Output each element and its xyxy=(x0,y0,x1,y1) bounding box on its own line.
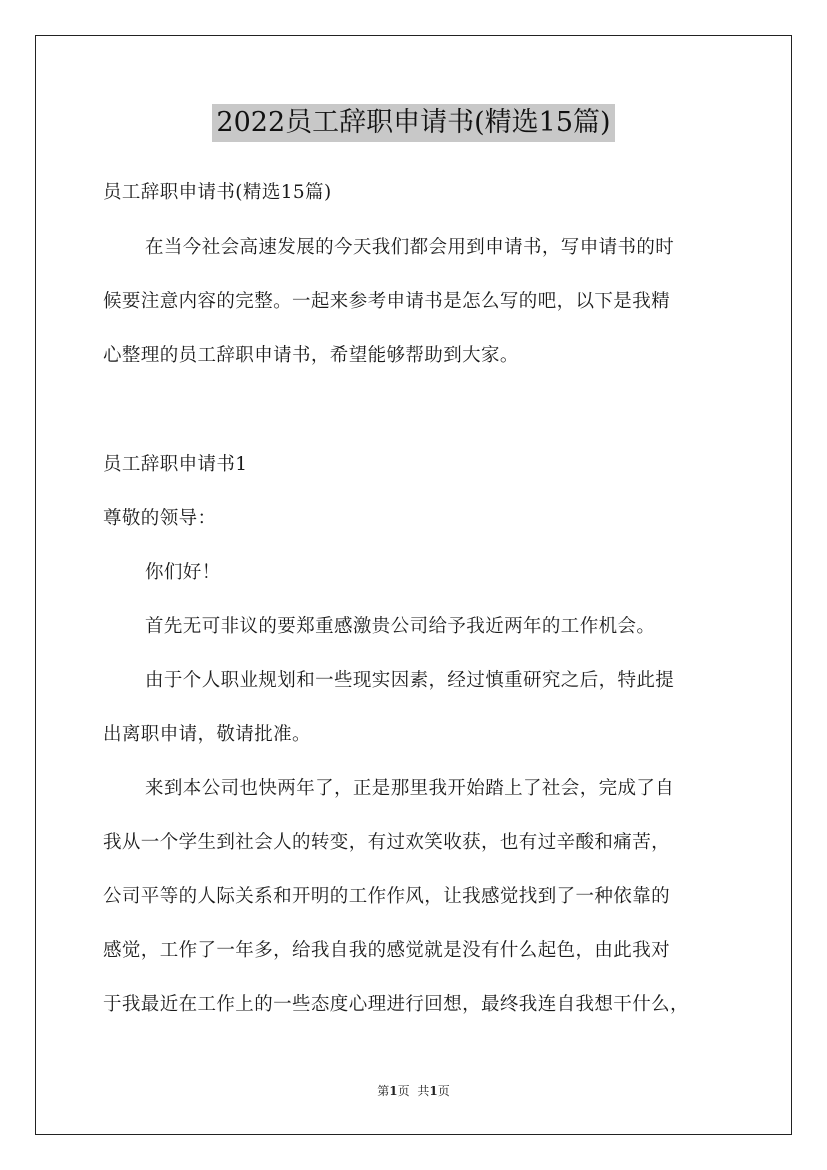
page-footer xyxy=(0,1083,827,1099)
paragraph-line: 公司平等的人际关系和开明的工作作风，让我感觉找到了一种依靠的 xyxy=(103,886,671,907)
section-heading: 员工辞职申请书1 xyxy=(103,454,248,475)
paragraph-line: 由于个人职业规划和一些现实因素，经过慎重研究之后，特此提 xyxy=(145,670,675,691)
footer-total-prefix: 共 xyxy=(417,1084,430,1098)
title-wrap xyxy=(0,104,827,142)
paragraph-line: 在当今社会高速发展的今天我们都会用到申请书，写申请书的时 xyxy=(145,237,675,258)
footer-page-number: 1 xyxy=(389,1084,398,1098)
footer-page-suffix: 页 xyxy=(397,1084,410,1098)
paragraph-line: 心整理的员工辞职申请书，希望能够帮助到大家。 xyxy=(103,345,519,366)
paragraph-line: 感觉，工作了一年多，给我自我的感觉就是没有什么起色，由此我对 xyxy=(103,940,671,961)
paragraph-line: 首先无可非议的要郑重感激贵公司给予我近两年的工作机会。 xyxy=(145,616,656,637)
paragraph-line: 于我最近在工作上的一些态度心理进行回想，最终我连自我想干什么， xyxy=(103,994,689,1015)
footer-total-suffix: 页 xyxy=(437,1084,450,1098)
footer-total-number: 1 xyxy=(429,1084,438,1098)
greeting: 你们好！ xyxy=(145,562,221,583)
salutation: 尊敬的领导： xyxy=(103,508,217,529)
paragraph-line: 候要注意内容的完整。一起来参考申请书是怎么写的吧，以下是我精 xyxy=(103,291,671,312)
document-title: 2022员工辞职申请书(精选15篇) xyxy=(212,104,614,142)
paragraph-line: 来到本公司也快两年了，正是那里我开始踏上了社会，完成了自 xyxy=(145,778,675,799)
paragraph-line: 出离职申请，敬请批准。 xyxy=(103,724,311,745)
paragraph-line: 我从一个学生到社会人的转变，有过欢笑收获，也有过辛酸和痛苦， xyxy=(103,832,671,853)
subtitle-line: 员工辞职申请书(精选15篇) xyxy=(103,182,332,203)
footer-page-prefix: 第 xyxy=(377,1084,390,1098)
